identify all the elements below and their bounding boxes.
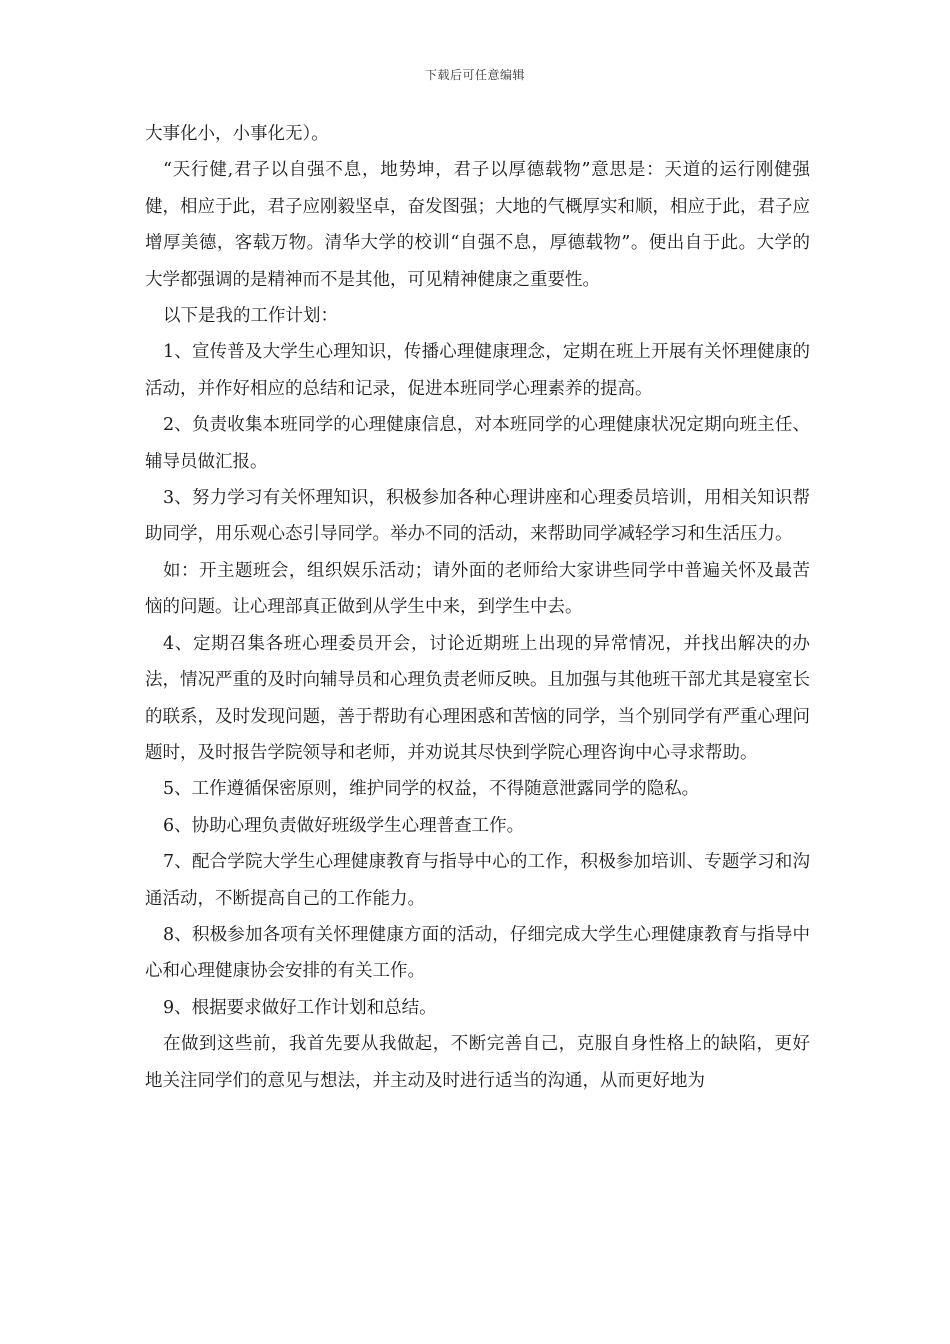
list-item: 5、工作遵循保密原则，维护同学的权益，不得随意泄露同学的隐私。: [163, 779, 700, 800]
list-item: 8、积极参加各项有关怀理健康方面的活动，仔细完成大学生心理健康教育与指导中心和心理健康协会安排的有关工作。: [145, 924, 810, 982]
page-header: 下载后可任意编辑: [424, 68, 525, 82]
paragraph: 在做到这些前，我首先要从我做起，不断完善自己，克服自身性格上的缺陷，更好地关注同学们的意见与想法，并主动及时进行适当的沟通，从而更好地为: [145, 1034, 810, 1091]
paragraph: 以下是我的工作计划：: [163, 306, 338, 327]
paragraph: “天行健,君子以自强不息，地势坤，君子以厚德载物”意思是：天道的运行刚健强健，相应于此，君子应刚毅坚卓，奋发图强；大地的气概厚实和顺，相应于此，君子应增厚美德，客载万物。清华大学的校训“自强不息，厚德载物”。便出自于此。大学的大学都强调的是精神而不是其他，可见精神健康之重要性。: [145, 160, 810, 290]
paragraph: 如：开主题班会，组织娱乐活动；请外面的老师给大家讲些同学中普遍关怀及最苦恼的问题。让心理部真正做到从学生中来，到学生中去。: [145, 560, 810, 618]
list-item: 2、负责收集本班同学的心理健康信息，对本班同学的心理健康状况定期向班主任、辅导员做汇报。: [145, 415, 810, 472]
document-body: [145, 116, 810, 1099]
list-item: 1、宣传普及大学生心理知识，传播心理健康理念，定期在班上开展有关怀理健康的活动，并作好相应的总结和记录，促进本班同学心理素养的提高。: [145, 342, 810, 399]
paragraph: 大事化小，小事化无）。: [145, 124, 329, 144]
list-item: 4、定期召集各班心理委员开会，讨论近期班上出现的异常情况，并找出解决的办法，情况严重的及时向辅导员和心理负责老师反映。且加强与其他班干部尤其是寝室长的联系，及时发现问题，善于帮助有心理困惑和苦恼的同学，当个别同学有严重心理问题时，及时报告学院领导和老师，并劝说其尽快到学院心理咨询中心寻求帮助。: [145, 633, 810, 763]
list-item: 9、根据要求做好工作计划和总结。: [163, 997, 437, 1018]
list-item: 7、配合学院大学生心理健康教育与指导中心的工作，积极参加培训、专题学习和沟通活动，不断提高自己的工作能力。: [145, 852, 810, 909]
list-item: 6、协助心理负责做好班级学生心理普查工作。: [163, 815, 525, 836]
list-item: 3、努力学习有关怀理知识，积极参加各种心理讲座和心理委员培训，用相关知识帮助同学，用乐观心态引导同学。举办不同的活动，来帮助同学减轻学习和生活压力。: [145, 488, 810, 545]
